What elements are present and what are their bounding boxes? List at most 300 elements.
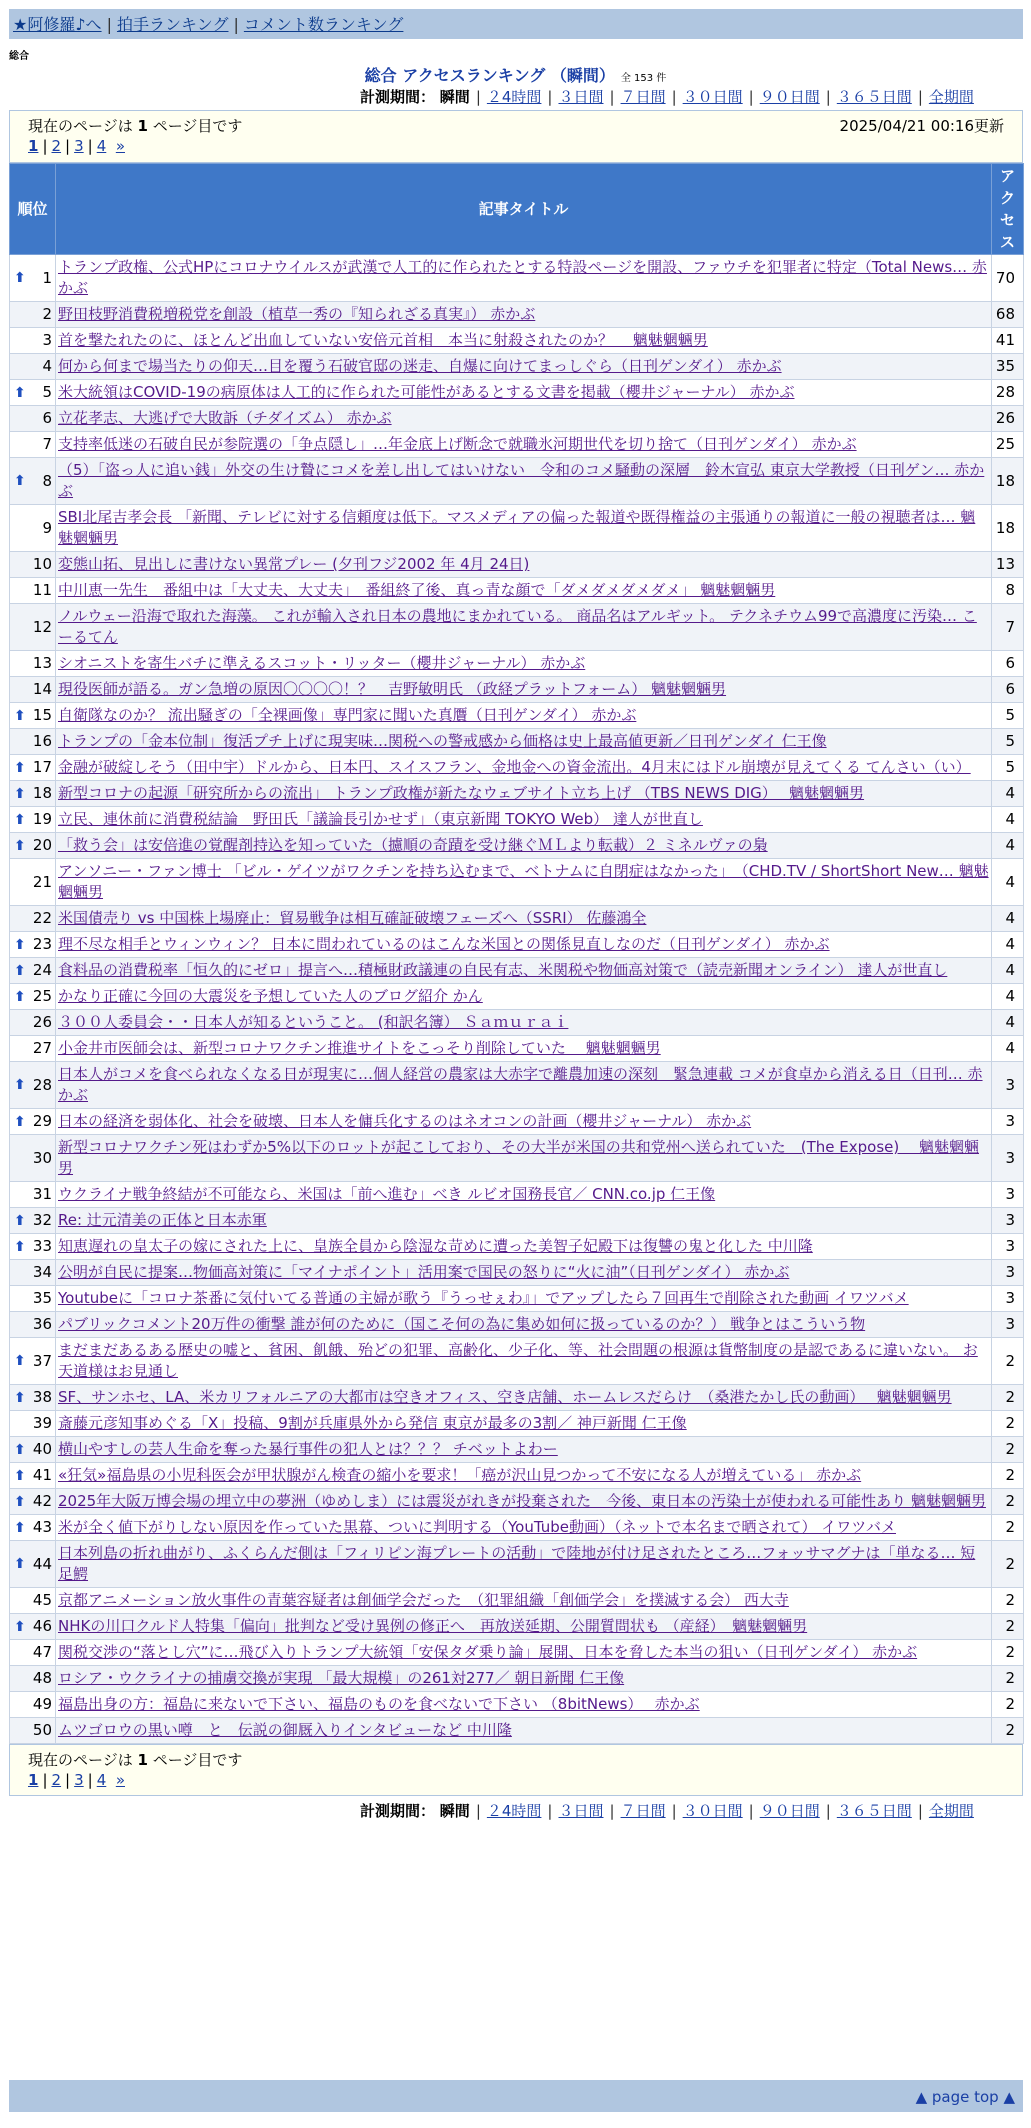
rank-cell bbox=[10, 1208, 56, 1234]
title-cell bbox=[56, 1411, 992, 1437]
updated-time: 2025/04/21 00:16更新 bbox=[839, 117, 1004, 135]
access-count: 70 bbox=[992, 255, 1024, 302]
rank-number: 14 bbox=[32, 680, 52, 698]
access-count: 4 bbox=[992, 906, 1024, 932]
rank-cell bbox=[10, 958, 56, 984]
table-row bbox=[10, 432, 1024, 458]
title-cell bbox=[56, 328, 992, 354]
period-365d[interactable]: ３６５日間 bbox=[836, 88, 912, 106]
title-cell bbox=[56, 932, 992, 958]
rank-number: 12 bbox=[32, 617, 52, 636]
nav-link-comment-ranking[interactable]: コメント数ランキング bbox=[243, 15, 404, 34]
rank-number: 19 bbox=[32, 810, 52, 828]
access-count: 2 bbox=[992, 1541, 1024, 1588]
article-link[interactable]: 米国債売り vs 中国株上場廃止：貿易戦争は相互確証破壊フェーズへ（SSRI） 佐藤鴻全 bbox=[58, 909, 647, 927]
period-current: 瞬間 bbox=[439, 1802, 470, 1820]
period-90d[interactable]: ９０日間 bbox=[759, 1802, 820, 1820]
page-link-1[interactable]: 1 bbox=[28, 137, 39, 155]
access-count: 3 bbox=[992, 1135, 1024, 1182]
rank-cell bbox=[10, 807, 56, 833]
title-cell bbox=[56, 1515, 992, 1541]
page-link-4[interactable]: 4 bbox=[96, 137, 107, 155]
rank-cell bbox=[10, 932, 56, 958]
article-link[interactable]: 現役医師が語る。ガン急増の原因〇〇〇〇！？ 吉野敏明氏 （政経プラットフォーム） 魑魅魍魎男 bbox=[58, 680, 727, 698]
access-count: 6 bbox=[992, 651, 1024, 677]
rank-number: 34 bbox=[32, 1263, 52, 1281]
table-header-row bbox=[10, 164, 1024, 255]
pagination-bottom bbox=[9, 1744, 1023, 1796]
title-cell bbox=[56, 1463, 992, 1489]
title-cell bbox=[56, 432, 992, 458]
table-row bbox=[10, 651, 1024, 677]
table-row bbox=[10, 1489, 1024, 1515]
rank-number: 43 bbox=[32, 1518, 52, 1536]
rank-cell bbox=[10, 1666, 56, 1692]
article-link[interactable]: 首を撃たれたのに、ほとんど出血していない安倍元首相 本当に射殺されたのか？ 魑魅魍魎男 bbox=[58, 331, 708, 349]
rank-cell bbox=[10, 833, 56, 859]
up-arrow-icon: ⬆ bbox=[14, 1389, 26, 1406]
access-count: 2 bbox=[992, 1463, 1024, 1489]
up-arrow-icon: ⬆ bbox=[14, 988, 26, 1005]
table-row bbox=[10, 1234, 1024, 1260]
access-count: 18 bbox=[992, 505, 1024, 552]
access-count: 6 bbox=[992, 677, 1024, 703]
period-24h[interactable]: ２4時間 bbox=[486, 88, 542, 106]
table-row bbox=[10, 505, 1024, 552]
rank-cell bbox=[10, 906, 56, 932]
rank-number: 25 bbox=[32, 987, 52, 1005]
rank-number: 49 bbox=[32, 1695, 52, 1713]
access-count: 3 bbox=[992, 1312, 1024, 1338]
access-count: 2 bbox=[992, 1385, 1024, 1411]
rank-number: 20 bbox=[32, 836, 52, 854]
title-cell bbox=[56, 380, 992, 406]
access-count: 26 bbox=[992, 406, 1024, 432]
page-status: 現在のページは 1 ページ目です bbox=[28, 117, 243, 135]
rank-number: 5 bbox=[42, 383, 52, 401]
table-row bbox=[10, 906, 1024, 932]
access-count: 13 bbox=[992, 552, 1024, 578]
title-cell bbox=[56, 906, 992, 932]
article-link[interactable]: まだまだあるある歴史の嘘と、貧困、飢餓、殆どの犯罪、高齢化、少子化、等、社会問題の根源は貨幣制度の是認であるに違いない。 お天道様はお見通し bbox=[58, 1341, 978, 1380]
article-link[interactable]: 日本人がコメを食べられなくなる日が現実に…個人経営の農家は大赤字で離農加速の深刻 緊急連載 コメが食卓から消える日（日刊… 赤かぶ bbox=[58, 1065, 983, 1104]
up-arrow-icon: ⬆ bbox=[14, 837, 26, 854]
title-cell bbox=[56, 1718, 992, 1744]
article-link[interactable]: 関税交渉の“落とし穴”に…飛び入りトランプ大統領「安保タダ乗り論」展開、日本を脅した本当の狙い（日刊ゲンダイ） 赤かぶ bbox=[58, 1643, 918, 1661]
access-count: 4 bbox=[992, 833, 1024, 859]
rank-cell bbox=[10, 458, 56, 505]
rank-number: 50 bbox=[32, 1721, 52, 1739]
access-count: 3 bbox=[992, 1234, 1024, 1260]
rank-number: 3 bbox=[42, 331, 52, 349]
rank-cell bbox=[10, 755, 56, 781]
rank-cell bbox=[10, 1036, 56, 1062]
article-link[interactable]: 支持率低迷の石破自民が参院選の「争点隠し」…年金底上げ断念で就職氷河期世代を切り捨て（日刊ゲンダイ） 赤かぶ bbox=[58, 435, 857, 453]
table-row bbox=[10, 677, 1024, 703]
table-row bbox=[10, 354, 1024, 380]
table-row bbox=[10, 1640, 1024, 1666]
article-link[interactable]: 立民、連休前に消費税結論 野田氏「議論長引かせず」（東京新聞 TOKYO Web） 達人が世直し bbox=[58, 810, 703, 828]
table-row bbox=[10, 729, 1024, 755]
period-30d[interactable]: ３０日間 bbox=[682, 1802, 743, 1820]
table-row bbox=[10, 932, 1024, 958]
page-link-2[interactable]: 2 bbox=[51, 137, 62, 155]
rank-cell bbox=[10, 651, 56, 677]
title-cell bbox=[56, 302, 992, 328]
rank-cell bbox=[10, 1182, 56, 1208]
rank-cell bbox=[10, 1437, 56, 1463]
rank-number: 47 bbox=[32, 1643, 52, 1661]
article-link[interactable]: 米が全く値下がりしない原因を作っていた黒幕、ついに判明する（YouTube動画）（ネットで本名まで晒されて） イワツバメ bbox=[58, 1518, 896, 1536]
access-count: 4 bbox=[992, 984, 1024, 1010]
up-arrow-icon: ⬆ bbox=[14, 384, 26, 401]
article-link[interactable]: 斎藤元彦知事めぐる「X」投稿、9割が兵庫県外から発信 東京が最多の3割／ 神戸新聞 仁王像 bbox=[58, 1414, 687, 1432]
page-link-3[interactable]: 3 bbox=[74, 137, 84, 155]
rank-number: 8 bbox=[42, 471, 52, 490]
period-3d[interactable]: ３日間 bbox=[558, 88, 604, 106]
rank-cell bbox=[10, 1109, 56, 1135]
up-arrow-icon: ⬆ bbox=[14, 811, 26, 828]
page-next[interactable]: » bbox=[115, 137, 125, 155]
period-24h[interactable]: ２4時間 bbox=[486, 1802, 542, 1820]
title-cell bbox=[56, 255, 992, 302]
article-link[interactable]: NHKの川口クルド人特集「偏向」批判など受け異例の修正へ 再放送延期、公開質問状も （産経） 魑魅魍魎男 bbox=[58, 1617, 808, 1635]
bottom-bar bbox=[9, 2080, 1023, 2112]
rank-cell bbox=[10, 1010, 56, 1036]
rank-number: 22 bbox=[32, 909, 52, 927]
article-link[interactable]: 知恵遅れの皇太子の嫁にされた上に、皇族全員から陰湿な苛めに遭った美智子妃殿下は復讐の鬼と化した 中川隆 bbox=[58, 1237, 813, 1255]
rank-cell bbox=[10, 1411, 56, 1437]
page-link-2[interactable]: 2 bbox=[51, 1771, 62, 1789]
table-row bbox=[10, 755, 1024, 781]
up-arrow-icon: ⬆ bbox=[14, 707, 26, 724]
table-row bbox=[10, 703, 1024, 729]
article-link[interactable]: トランプの「金本位制」復活プチ上げに現実味…関税への警戒感から価格は史上最高値更新／日刊ゲンダイ 仁王像 bbox=[58, 732, 827, 750]
table-row bbox=[10, 458, 1024, 505]
up-arrow-icon: ⬆ bbox=[14, 1113, 26, 1130]
rank-number: 9 bbox=[42, 518, 52, 537]
article-link[interactable]: 新型コロナワクチン死はわずか5%以下のロットが起こしており、その大半が米国の共和党州へ送られていた (The Expose) 魑魅魍魎男 bbox=[58, 1138, 979, 1177]
rank-cell bbox=[10, 604, 56, 651]
up-arrow-icon: ⬆ bbox=[14, 1077, 26, 1093]
rank-cell bbox=[10, 406, 56, 432]
page-top-link[interactable]: ▲ page top ▲ bbox=[915, 2088, 1015, 2106]
table-row bbox=[10, 1515, 1024, 1541]
article-link[interactable]: 公明が自民に提案…物価高対策に「マイナポイント」活用案で国民の怒りに“火に油”（日刊ゲンダイ） 赤かぶ bbox=[58, 1263, 790, 1281]
rank-cell bbox=[10, 984, 56, 1010]
article-link[interactable]: 「救う会」は安倍進の覚醒剤持込を知っていた（攄順の奇蹟を受け継ぐＭＬより転載）２ ミネルヴァの梟 bbox=[58, 836, 768, 854]
table-row bbox=[10, 552, 1024, 578]
article-link[interactable]: シオニストを寄生バチに準えるスコット・リッター（櫻井ジャーナル） 赤かぶ bbox=[58, 654, 586, 672]
rank-cell bbox=[10, 677, 56, 703]
article-link[interactable]: 新型コロナの起源「研究所からの流出」 トランプ政権が新たなウェブサイト立ち上げ （TBS NEWS DIG） 魑魅魍魎男 bbox=[58, 784, 865, 802]
rank-number: 46 bbox=[32, 1617, 52, 1635]
article-link[interactable]: «狂気»福島県の小児科医会が甲状腺がん検査の縮小を要求！「癌が沢山見つかって不安になる人が増えている」 赤かぶ bbox=[58, 1466, 862, 1484]
rank-number: 42 bbox=[32, 1492, 52, 1510]
rank-cell bbox=[10, 1385, 56, 1411]
period-all[interactable]: 全期間 bbox=[928, 1802, 974, 1820]
period-90d[interactable]: ９０日間 bbox=[759, 88, 820, 106]
rank-cell bbox=[10, 578, 56, 604]
title-cell bbox=[56, 807, 992, 833]
rank-cell bbox=[10, 1286, 56, 1312]
article-link[interactable]: 立花孝志、大逃げで大敗訴（チダイズム） 赤かぶ bbox=[58, 409, 392, 427]
rank-cell bbox=[10, 1718, 56, 1744]
page-links: 1 | 2 | 3 | 4 » bbox=[28, 137, 125, 155]
rank-cell bbox=[10, 781, 56, 807]
title-cell bbox=[56, 1182, 992, 1208]
article-link[interactable]: ウクライナ戦争終結が不可能なら、米国は「前へ進む」べき ルビオ国務長官／ CNN.co.jp 仁王像 bbox=[58, 1185, 716, 1203]
article-link[interactable]: 米大統領はCOVID-19の病原体は人工的に作られた可能性があるとする文書を掲載（櫻井ジャーナル） 赤かぶ bbox=[58, 383, 795, 401]
rank-number: 38 bbox=[32, 1388, 52, 1406]
rank-number: 18 bbox=[32, 784, 52, 802]
table-row bbox=[10, 781, 1024, 807]
article-link[interactable]: 野田枝野消費税増税党を創設（植草一秀の『知られざる真実』） 赤かぶ bbox=[58, 305, 536, 323]
up-arrow-icon: ⬆ bbox=[14, 1519, 26, 1536]
article-link[interactable]: Re: 辻元清美の正体と日本赤軍 bbox=[58, 1211, 267, 1229]
up-arrow-icon: ⬆ bbox=[14, 1467, 26, 1484]
title-cell bbox=[56, 1666, 992, 1692]
access-count: 4 bbox=[992, 807, 1024, 833]
rank-number: 26 bbox=[32, 1013, 52, 1031]
rank-cell bbox=[10, 1541, 56, 1588]
rank-cell bbox=[10, 1588, 56, 1614]
article-link[interactable]: 福島出身の方：福島に来ないで下さい、福島のものを食べないで下さい （8bitNews） 赤かぶ bbox=[58, 1695, 700, 1713]
rank-cell bbox=[10, 1234, 56, 1260]
article-link[interactable]: アンソニー・ファン博士 「ビル・ゲイツがワクチンを持ち込むまで、ベトナムに自閉症はなかった」 （CHD.TV / ShortShort New… 魑魅魍魎男 bbox=[58, 862, 989, 901]
nav-link-clap-ranking[interactable]: 拍手ランキング bbox=[116, 15, 229, 34]
header-rank: 順位 bbox=[10, 164, 56, 255]
page-title-line bbox=[0, 63, 1031, 86]
article-link[interactable]: 日本の経済を弱体化、社会を破壊、日本人を傭兵化するのはネオコンの計画（櫻井ジャーナル） 赤かぶ bbox=[58, 1112, 752, 1130]
access-count: 2 bbox=[992, 1640, 1024, 1666]
title-cell bbox=[56, 1588, 992, 1614]
rank-number: 16 bbox=[32, 732, 52, 750]
rank-number: 45 bbox=[32, 1591, 52, 1609]
rank-number: 48 bbox=[32, 1669, 52, 1687]
article-link[interactable]: SF、サンホセ、LA、米カリフォルニアの大都市は空きオフィス、空き店舗、ホームレスだらけ （桑港たかし氏の動画） 魑魅魍魎男 bbox=[58, 1388, 952, 1406]
access-count: 2 bbox=[992, 1338, 1024, 1385]
article-link[interactable]: 理不尽な相手とウィンウィン？ 日本に問われているのはこんな米国との関係見直しなのだ（日刊ゲンダイ） 赤かぶ bbox=[58, 935, 830, 953]
period-all[interactable]: 全期間 bbox=[928, 88, 974, 106]
title-cell bbox=[56, 1260, 992, 1286]
article-link[interactable]: 金融が破綻しそう（田中宇）ドルから、日本円、スイスフラン、金地金への資金流出。4月末にはドル崩壊が見えてくる てんさい（い） bbox=[58, 758, 971, 776]
rank-cell bbox=[10, 1260, 56, 1286]
table-row bbox=[10, 807, 1024, 833]
article-link[interactable]: 食料品の消費税率「恒久的にゼロ」提言へ…積極財政議連の自民有志、米関税や物価高対策で（読売新聞オンライン） 達人が世直し bbox=[58, 961, 948, 979]
period-365d[interactable]: ３６５日間 bbox=[836, 1802, 912, 1820]
title-cell bbox=[56, 1135, 992, 1182]
up-arrow-icon: ⬆ bbox=[14, 1493, 26, 1510]
table-row bbox=[10, 833, 1024, 859]
article-link[interactable]: 京都アニメーション放火事件の青葉容疑者は創価学会だった （犯罪組織「創価学会」を撲滅する会） 西大寺 bbox=[58, 1591, 789, 1609]
rank-cell bbox=[10, 328, 56, 354]
rank-number: 21 bbox=[32, 872, 52, 891]
rank-number: 31 bbox=[32, 1185, 52, 1203]
title-cell bbox=[56, 1692, 992, 1718]
rank-number: 1 bbox=[42, 268, 52, 287]
table-row bbox=[10, 1614, 1024, 1640]
table-row bbox=[10, 1692, 1024, 1718]
title-cell bbox=[56, 1541, 992, 1588]
page-title: 総合 アクセスランキング （瞬間） bbox=[364, 66, 615, 85]
title-cell bbox=[56, 984, 992, 1010]
title-cell bbox=[56, 833, 992, 859]
title-cell bbox=[56, 354, 992, 380]
title-cell bbox=[56, 406, 992, 432]
title-cell bbox=[56, 651, 992, 677]
up-arrow-icon: ⬆ bbox=[14, 1556, 26, 1572]
rank-cell bbox=[10, 729, 56, 755]
article-link[interactable]: ノルウェー沿海で取れた海藻。 これが輸入され日本の農地にまかれている。 商品名はアルギット。 テクネチウム99で高濃度に汚染… こーるてん bbox=[58, 607, 977, 646]
table-row bbox=[10, 1036, 1024, 1062]
article-link[interactable]: 日本列島の折れ曲がり、ふくらんだ側は「フィリピン海プレートの活動」で陸地が付け足されたところ…フォッサマグナは「単なる… 短足鰐 bbox=[58, 1544, 976, 1583]
article-link[interactable]: 2025年大阪万博会場の埋立中の夢洲（ゆめしま）には震災がれきが投棄された 今後、東日本の汚染土が使われる可能性あり 魑魅魍魎男 bbox=[58, 1492, 986, 1510]
article-link[interactable]: トランプ政権、公式HPにコロナウイルスが武漢で人工的に作られたとする特設ページを開設、ファウチを犯罪者に特定（Total News… 赤かぶ bbox=[58, 258, 987, 297]
access-count: 35 bbox=[992, 354, 1024, 380]
top-nav-bar: ★阿修羅♪へ | 拍手ランキング | コメント数ランキング bbox=[9, 9, 1023, 39]
rank-number: 17 bbox=[32, 758, 52, 776]
rank-cell bbox=[10, 1515, 56, 1541]
rank-cell bbox=[10, 1692, 56, 1718]
up-arrow-icon: ⬆ bbox=[14, 270, 26, 286]
access-count: 3 bbox=[992, 1260, 1024, 1286]
access-count: 4 bbox=[992, 1010, 1024, 1036]
access-count: 2 bbox=[992, 1666, 1024, 1692]
rank-number: 24 bbox=[32, 961, 52, 979]
up-arrow-icon: ⬆ bbox=[14, 1441, 26, 1458]
pagination-top bbox=[9, 110, 1023, 163]
page-next[interactable]: » bbox=[115, 1771, 125, 1789]
rank-cell bbox=[10, 1489, 56, 1515]
article-link[interactable]: かなり正確に今回の大震災を予想していた人のブログ紹介 かん bbox=[58, 987, 483, 1005]
table-row bbox=[10, 1385, 1024, 1411]
rank-cell bbox=[10, 859, 56, 906]
table-row bbox=[10, 1666, 1024, 1692]
header-title: 記事タイトル bbox=[56, 164, 992, 255]
rank-cell bbox=[10, 432, 56, 458]
rank-number: 15 bbox=[32, 706, 52, 724]
up-arrow-icon: ⬆ bbox=[14, 1238, 26, 1255]
period-3d[interactable]: ３日間 bbox=[558, 1802, 604, 1820]
article-link[interactable]: 変態山拓、見出しに書けない異常プレー (夕刊フジ2002 年 4月 24日) bbox=[58, 555, 530, 573]
table-row bbox=[10, 1062, 1024, 1109]
title-cell bbox=[56, 552, 992, 578]
access-count: 68 bbox=[992, 302, 1024, 328]
rank-number: 27 bbox=[32, 1039, 52, 1057]
title-cell bbox=[56, 1437, 992, 1463]
access-count: 2 bbox=[992, 1588, 1024, 1614]
title-cell bbox=[56, 1062, 992, 1109]
article-link[interactable]: 自衛隊なのか？ 流出騒ぎの「全裸画像」専門家に聞いた真贋（日刊ゲンダイ） 赤かぶ bbox=[58, 706, 637, 724]
article-link[interactable]: ロシア・ウクライナの捕虜交換が実現 「最大規模」の261対277／ 朝日新聞 仁王像 bbox=[58, 1669, 625, 1687]
article-link[interactable]: （5）「盗っ人に追い銭」外交の生け贄にコメを差し出してはいけない 令和のコメ騒動の深層 鈴木宣弘 東京大学教授（日刊ゲン… 赤かぶ bbox=[58, 461, 985, 500]
rank-cell bbox=[10, 552, 56, 578]
title-cell bbox=[56, 703, 992, 729]
title-cell bbox=[56, 1208, 992, 1234]
table-row bbox=[10, 1338, 1024, 1385]
access-count: 25 bbox=[992, 432, 1024, 458]
article-link[interactable]: 横山やすしの芸人生命を奪った暴行事件の犯人とは？？？ チベットよわー bbox=[58, 1440, 558, 1458]
title-cell bbox=[56, 1234, 992, 1260]
access-count: 4 bbox=[992, 932, 1024, 958]
article-link[interactable]: ３００人委員会・・日本人が知るということ。 (和訳名簿） Ｓａｍｕｒａｉ bbox=[58, 1013, 569, 1031]
table-row bbox=[10, 958, 1024, 984]
title-cell bbox=[56, 505, 992, 552]
rank-number: 6 bbox=[42, 409, 52, 427]
rank-cell bbox=[10, 1640, 56, 1666]
access-count: 2 bbox=[992, 1489, 1024, 1515]
title-cell bbox=[56, 1312, 992, 1338]
rank-number: 4 bbox=[42, 357, 52, 375]
table-row bbox=[10, 604, 1024, 651]
table-row bbox=[10, 1109, 1024, 1135]
ranking-table bbox=[9, 163, 1024, 1744]
up-arrow-icon: ⬆ bbox=[14, 962, 26, 979]
period-7d[interactable]: ７日間 bbox=[620, 88, 666, 106]
access-count: 2 bbox=[992, 1411, 1024, 1437]
nav-link-ashura[interactable]: ★阿修羅♪へ bbox=[13, 15, 102, 34]
article-link[interactable]: 中川恵一先生 番組中は「大丈夫、大丈夫」 番組終了後、真っ青な顔で「ダメダメダメダメ」 魑魅魍魎男 bbox=[58, 581, 776, 599]
rank-number: 40 bbox=[32, 1440, 52, 1458]
period-7d[interactable]: ７日間 bbox=[620, 1802, 666, 1820]
table-row bbox=[10, 984, 1024, 1010]
article-link[interactable]: Youtubeに「コロナ茶番に気付いてる普通の主婦が歌う『うっせぇわ』」でアップしたら７回再生で削除された動画 イワツバメ bbox=[58, 1289, 909, 1307]
up-arrow-icon: ⬆ bbox=[14, 785, 26, 802]
title-cell bbox=[56, 1109, 992, 1135]
article-link[interactable]: 小金井市医師会は、新型コロナワクチン推進サイトをこっそり削除していた 魑魅魍魎男 bbox=[58, 1039, 661, 1057]
period-selector-bottom: 計測期間： 瞬間 | ２4時間 | ３日間 | ７日間 | ３０日間 | ９０日間 | ３６５日間 | 全期間 bbox=[360, 1802, 974, 1820]
article-link[interactable]: SBI北尾吉孝会長 「新聞、テレビに対する信頼度は低下。マスメディアの偏った報道や既得権益の主張通りの報道に一般の視聴者は… 魑魅魍魎男 bbox=[58, 508, 976, 547]
rank-number: 37 bbox=[32, 1351, 52, 1370]
page-link-1[interactable]: 1 bbox=[28, 1771, 39, 1789]
rank-cell bbox=[10, 255, 56, 302]
access-count: 8 bbox=[992, 578, 1024, 604]
title-cell bbox=[56, 458, 992, 505]
rank-cell bbox=[10, 1062, 56, 1109]
page-link-3[interactable]: 3 bbox=[74, 1771, 84, 1789]
access-count: 4 bbox=[992, 958, 1024, 984]
title-cell bbox=[56, 578, 992, 604]
access-count: 7 bbox=[992, 604, 1024, 651]
table-row bbox=[10, 1718, 1024, 1744]
access-count: 2 bbox=[992, 1437, 1024, 1463]
rank-number: 28 bbox=[32, 1075, 52, 1094]
table-row bbox=[10, 380, 1024, 406]
page-link-4[interactable]: 4 bbox=[96, 1771, 107, 1789]
period-label: 計測期間： bbox=[360, 1802, 436, 1820]
rank-cell bbox=[10, 505, 56, 552]
title-cell bbox=[56, 1286, 992, 1312]
article-link[interactable]: 何から何まで場当たりの仰天…目を覆う石破官邸の迷走、自爆に向けてまっしぐら（日刊ゲンダイ） 赤かぶ bbox=[58, 357, 782, 375]
access-count: 2 bbox=[992, 1515, 1024, 1541]
rank-number: 23 bbox=[32, 935, 52, 953]
table-row bbox=[10, 406, 1024, 432]
up-arrow-icon: ⬆ bbox=[14, 1353, 26, 1369]
rank-number: 41 bbox=[32, 1466, 52, 1484]
article-link[interactable]: ムツゴロウの黒い噂 と 伝説の御厩入りインタビューなど 中川隆 bbox=[58, 1721, 512, 1739]
rank-number: 10 bbox=[32, 555, 52, 573]
period-current: 瞬間 bbox=[439, 88, 470, 106]
period-30d[interactable]: ３０日間 bbox=[682, 88, 743, 106]
table-row bbox=[10, 1010, 1024, 1036]
title-cell bbox=[56, 755, 992, 781]
article-link[interactable]: パブリックコメント20万件の衝撃 誰が何のために（国こそ何の為に集め如何に扱っているのか？） 戦争とはこういう物 bbox=[58, 1315, 866, 1333]
title-cell bbox=[56, 958, 992, 984]
title-cell bbox=[56, 1010, 992, 1036]
table-row bbox=[10, 1208, 1024, 1234]
access-count: 3 bbox=[992, 1208, 1024, 1234]
